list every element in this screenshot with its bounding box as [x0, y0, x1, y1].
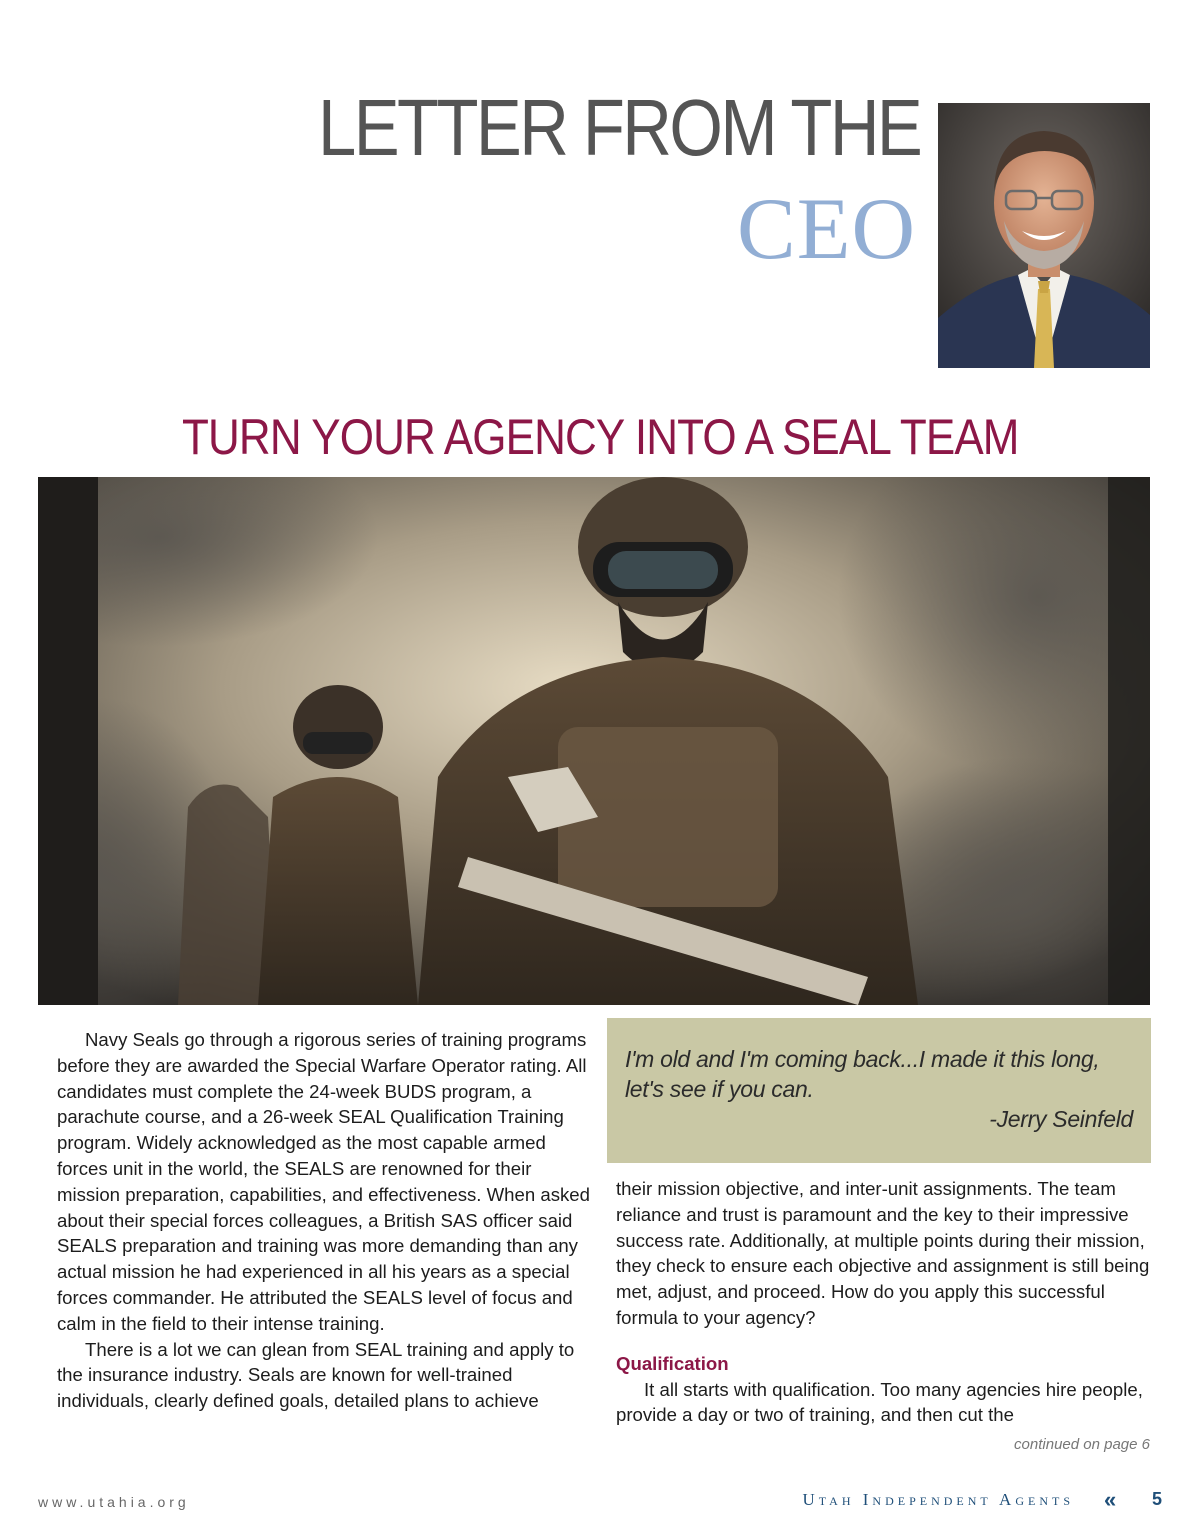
article-left-column: [57, 1027, 592, 1414]
article-paragraph: It all starts with qualification. Too many agencies hire people, provide a day or two of training, and then cut the: [616, 1378, 1143, 1426]
page-title: LETTER FROM THE: [317, 83, 920, 172]
footer-publication: Utah Independent Agents: [802, 1490, 1074, 1509]
double-chevron-left-icon: «: [1104, 1487, 1117, 1512]
article-paragraph: their mission objective, and inter-unit assignments. The team reliance and trust is paramount and the key to their impressive success rate. Additionally, at multiple points during their mission, they check to ensure each objective and assignment is still being met, adjust, and proceed. How do you apply this successful formula to your agency?: [616, 1178, 1150, 1328]
article-paragraph: Navy Seals go through a rigorous series of training programs before they are awarded the Special Warfare Operator rating. All candidates must complete the 24-week BUDS program, a parachute course, and a 26-week SEAL Qualification Training program. Widely acknowledged as the most capable armed forces unit in the world, the SEALS are renowned for their mission preparation, capabilities, and effectiveness. When asked about their special forces colleagues, a British SAS officer said SEALS preparation and training was more demanding than any actual mission he had experienced in all his years as a special forces commander. He attributed the SEALS level of focus and calm in the field to their intense training.: [57, 1029, 590, 1334]
soldiers-photo-icon: [38, 477, 1150, 1005]
article-right-column: [616, 1176, 1156, 1428]
page-number: 5: [1152, 1489, 1163, 1509]
quote-author: -Jerry Seinfeld: [989, 1106, 1133, 1132]
continued-link[interactable]: continued on page 6: [1014, 1436, 1150, 1453]
pull-quote: [607, 1018, 1151, 1163]
footer-website[interactable]: www.utahia.org: [38, 1494, 190, 1510]
article-paragraph: There is a lot we can glean from SEAL training and apply to the insurance industry. Seals are known for well-trained individuals, clearly defined goals, detailed plans to achieve: [57, 1338, 575, 1412]
ceo-portrait: [938, 103, 1150, 368]
article-headline: TURN YOUR AGENCY INTO A SEAL TEAM: [181, 409, 1019, 465]
section-subheading: Qualification: [616, 1352, 729, 1374]
hero-image: [38, 477, 1150, 1005]
quote-text: I'm old and I'm coming back...I made it this long, let's see if you can.: [625, 1046, 1100, 1102]
page-title-ceo: CEO: [737, 181, 916, 278]
portrait-photo-icon: [938, 103, 1150, 368]
